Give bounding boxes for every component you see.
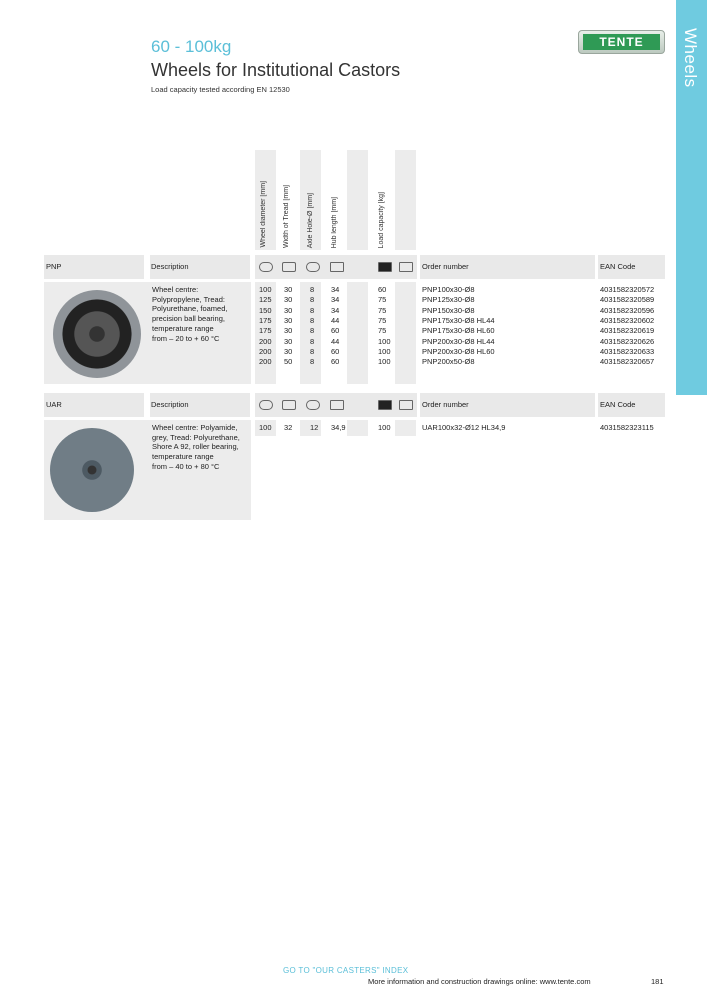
table-cell-h: 60 (331, 357, 340, 367)
table-cell-h: 44 (331, 336, 340, 346)
table-cell-ean: 4031582320626 (600, 336, 655, 346)
column-header-diameter: Wheel diameter [mm] (260, 181, 267, 248)
table-cell-load: 75 (378, 295, 387, 305)
table-cell-w: 30 (284, 295, 293, 305)
table-cell-ean: 4031582320657 (600, 357, 655, 367)
description-header-cell (150, 255, 250, 279)
table-cell-ean: 4031582320619 (600, 326, 655, 336)
description-label: Description (151, 262, 189, 271)
table-cell-d: 175 (259, 315, 272, 325)
table-cell-a: 12 (310, 423, 319, 432)
ean-code-label: EAN Code (600, 262, 636, 271)
section-code-cell (44, 255, 144, 279)
table-cell-w: 30 (284, 315, 293, 325)
tread-width-icon (282, 262, 296, 272)
table-cell-order: PNP200x30-Ø8 HL60 (422, 346, 495, 356)
pnp-wheel-image (53, 290, 141, 378)
tread-width-icon (282, 400, 296, 410)
casters-index-link[interactable]: GO TO "OUR CASTERS" INDEX (283, 966, 409, 975)
table-cell-ean: 4031582323115 (600, 423, 654, 432)
table-cell-h: 34 (331, 295, 340, 305)
table-cell-order: PNP125x30-Ø8 (422, 295, 475, 305)
table-cell-w: 50 (284, 357, 293, 367)
column-bg (395, 282, 416, 384)
section-code: PNP (46, 262, 62, 271)
table-cell-h: 34 (331, 305, 340, 315)
table-cell-a: 8 (310, 305, 315, 315)
load-weight-icon (378, 400, 392, 410)
table-cell-order: PNP175x30-Ø8 HL44 (422, 315, 495, 325)
table-cell-h: 34 (331, 285, 340, 294)
column-header-axle: Axle Hole-Ø [mm] (307, 192, 314, 248)
column-header-hub: Hub length [mm] (331, 196, 338, 248)
order-number-label: Order number (422, 262, 469, 271)
table-cell-a: 8 (310, 357, 315, 367)
table-cell-order: PNP200x30-Ø8 HL44 (422, 336, 495, 346)
hub-length-icon (330, 400, 344, 410)
table-cell-ean: 4031582320633 (600, 346, 655, 356)
side-tab (676, 0, 707, 395)
castor-icon (399, 400, 413, 410)
table-cell-order: PNP175x30-Ø8 HL60 (422, 326, 495, 336)
page-number: 181 (651, 977, 664, 986)
table-cell-a: 8 (310, 326, 315, 336)
table-cell-order: UAR100x32-Ø12 HL34,9 (422, 423, 506, 432)
table-cell-order: PNP200x50-Ø8 (422, 357, 475, 367)
column-bg (347, 282, 368, 384)
table-cell-w: 30 (284, 326, 293, 336)
table-cell-order: PNP100x30-Ø8 (422, 285, 475, 294)
wheel-diameter-icon (259, 400, 273, 410)
product-description: Wheel centre: Polypropylene, Tread: Polyurethane, foamed, precision ball bearing, temperature range from – 20 to + 60 °C (152, 285, 228, 343)
table-cell-d: 200 (259, 357, 272, 367)
product-description: Wheel centre: Polyamide, grey, Tread: Polyurethane, Shore A 92, roller bearing, temperature range from – 40 to + 80 °C (152, 423, 240, 471)
logo-text: TENTE (583, 34, 660, 50)
icon-header-cell (255, 393, 417, 417)
hub-length-icon (330, 262, 344, 272)
icon-header-cell (255, 255, 417, 279)
table-cell-w: 30 (284, 305, 293, 315)
ean-header-cell (598, 255, 665, 279)
table-cell-ean: 4031582320602 (600, 315, 655, 325)
ean-code-label: EAN Code (600, 400, 636, 409)
table-cell-w: 30 (284, 346, 293, 356)
table-cell-d: 100 (259, 423, 272, 432)
axle-hole-icon (306, 262, 320, 272)
table-cell-ean: 4031582320596 (600, 305, 655, 315)
column-header-load: Load capacity [kg] (378, 191, 385, 248)
section-code: UAR (46, 400, 62, 409)
table-cell-load: 75 (378, 315, 387, 325)
table-cell-d: 125 (259, 295, 272, 305)
section-code-cell (44, 393, 144, 417)
table-cell-w: 30 (284, 336, 293, 346)
tente-logo (578, 30, 665, 54)
table-cell-a: 8 (310, 315, 315, 325)
weight-range: 60 - 100kg (151, 37, 232, 56)
table-cell-a: 8 (310, 346, 315, 356)
order-header-cell (420, 393, 595, 417)
axle-hole-icon (306, 400, 320, 410)
wheel-diameter-icon (259, 262, 273, 272)
description-label: Description (151, 400, 189, 409)
footer-info: More information and construction drawings online: www.tente.com (368, 977, 591, 986)
order-number-label: Order number (422, 400, 469, 409)
uar-wheel-image (50, 428, 134, 512)
load-weight-icon (378, 262, 392, 272)
table-cell-load: 75 (378, 326, 387, 336)
column-header-tread: Width of Tread [mm] (283, 184, 290, 248)
castor-icon (399, 262, 413, 272)
column-bg (347, 420, 368, 436)
table-cell-d: 150 (259, 305, 272, 315)
page-title: Wheels for Institutional Castors (151, 60, 401, 80)
table-cell-ean: 4031582320589 (600, 295, 655, 305)
column-bg (395, 150, 416, 250)
table-cell-d: 175 (259, 326, 272, 336)
column-bg (395, 420, 416, 436)
table-cell-a: 8 (310, 295, 315, 305)
table-cell-order: PNP150x30-Ø8 (422, 305, 475, 315)
table-cell-load: 60 (378, 285, 387, 294)
table-cell-h: 60 (331, 346, 340, 356)
table-cell-load: 100 (378, 336, 391, 346)
table-cell-ean: 4031582320572 (600, 285, 655, 294)
table-cell-d: 200 (259, 346, 272, 356)
ean-header-cell (598, 393, 665, 417)
table-cell-h: 34,9 (331, 423, 346, 432)
table-cell-a: 8 (310, 336, 315, 346)
table-cell-a: 8 (310, 285, 315, 294)
column-bg (347, 150, 368, 250)
table-cell-load: 100 (378, 357, 391, 367)
table-cell-w: 32 (284, 423, 293, 432)
page-subtitle: Load capacity tested according EN 12530 (151, 85, 290, 94)
table-cell-load: 75 (378, 305, 387, 315)
table-cell-h: 60 (331, 326, 340, 336)
description-header-cell (150, 393, 250, 417)
order-header-cell (420, 255, 595, 279)
table-cell-d: 200 (259, 336, 272, 346)
table-cell-h: 44 (331, 315, 340, 325)
table-cell-load: 100 (378, 423, 391, 432)
side-tab-label: Wheels (681, 28, 700, 88)
table-cell-load: 100 (378, 346, 391, 356)
table-cell-w: 30 (284, 285, 293, 294)
table-cell-d: 100 (259, 285, 272, 294)
